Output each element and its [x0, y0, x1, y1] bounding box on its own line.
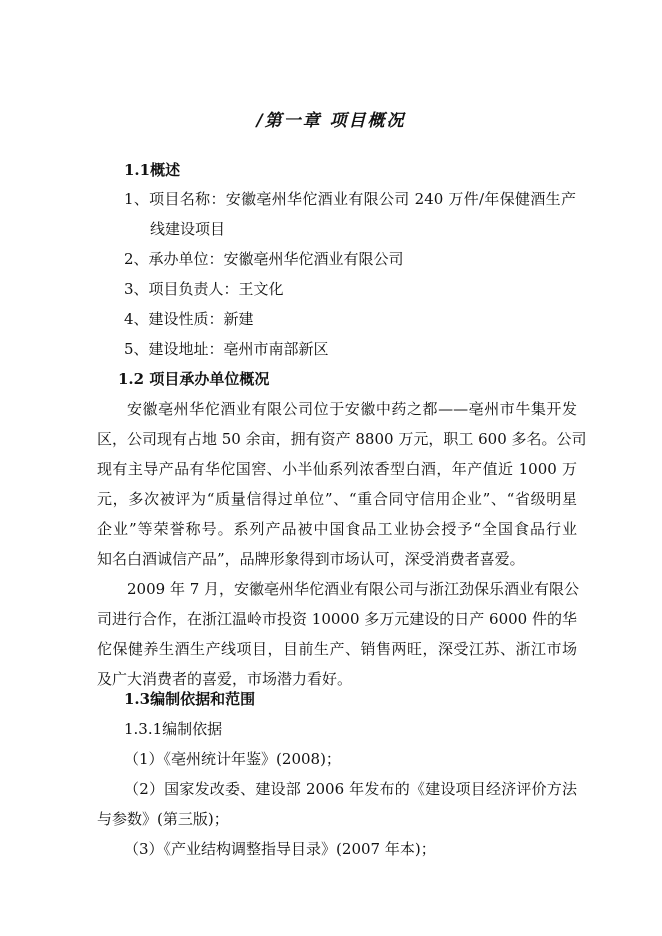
- list-item-project-name-cont: 线建设项目: [150, 220, 226, 238]
- list-item-nature: 4、建设性质：新建: [124, 310, 254, 328]
- list-item-project-name: 1、项目名称：安徽亳州华佗酒业有限公司 240 万件/年保健酒生产: [124, 190, 576, 208]
- section-heading-1-2: 1.2 项目承办单位概况: [118, 370, 270, 388]
- reference-item: （3）《产业结构调整指导目录》(2007 年本)；: [124, 840, 436, 858]
- reference-item: （2）国家发改委、建设部 2006 年发布的《建设项目经济评价方法: [124, 780, 577, 798]
- paragraph-line: 知名白酒诚信产品”，品牌形象得到市场认可，深受消费者喜爱。: [97, 550, 525, 568]
- chapter-title: /第一章 项目概况: [256, 111, 406, 131]
- list-item-address: 5、建设地址：亳州市南部新区: [124, 340, 329, 358]
- paragraph-line: 司进行合作，在浙江温岭市投资 10000 多万元建设的日产 6000 件的华: [97, 610, 577, 628]
- paragraph-line: 区，公司现有占地 50 余亩，拥有资产 8800 万元，职工 600 多名。公司: [97, 430, 587, 448]
- paragraph-line: 现有主导产品有华佗国窖、小半仙系列浓香型白酒，年产值近 1000 万: [97, 460, 577, 478]
- paragraph-line: 安徽亳州华佗酒业有限公司位于安徽中药之都——亳州市牛集开发: [127, 400, 577, 418]
- reference-item-cont: 与参数》(第三版)；: [97, 810, 229, 828]
- paragraph-line: 元，多次被评为“质量信得过单位”、“重合同守信用企业”、“省级明星: [97, 490, 577, 508]
- list-item-organizer: 2、承办单位：安徽亳州华佗酒业有限公司: [124, 250, 404, 268]
- reference-item: （1）《亳州统计年鉴》(2008)；: [124, 750, 341, 768]
- subsection-heading-1-3-1: 1.3.1编制依据: [124, 720, 223, 738]
- list-item-leader: 3、项目负责人：王文化: [124, 280, 284, 298]
- section-heading-1-1: 1.1概述: [124, 161, 181, 179]
- paragraph-line: 佗保健养生酒生产线项目，目前生产、销售两旺，深受江苏、浙江市场: [97, 640, 577, 658]
- paragraph-line: 企业”等荣誉称号。系列产品被中国食品工业协会授予“全国食品行业: [97, 520, 577, 538]
- paragraph-line: 2009 年 7 月，安徽亳州华佗酒业有限公司与浙江劲保乐酒业有限公: [127, 580, 580, 598]
- paragraph-line: 及广大消费者的喜爱，市场潜力看好。: [97, 670, 353, 688]
- section-heading-1-3: 1.3编制依据和范围: [124, 690, 256, 708]
